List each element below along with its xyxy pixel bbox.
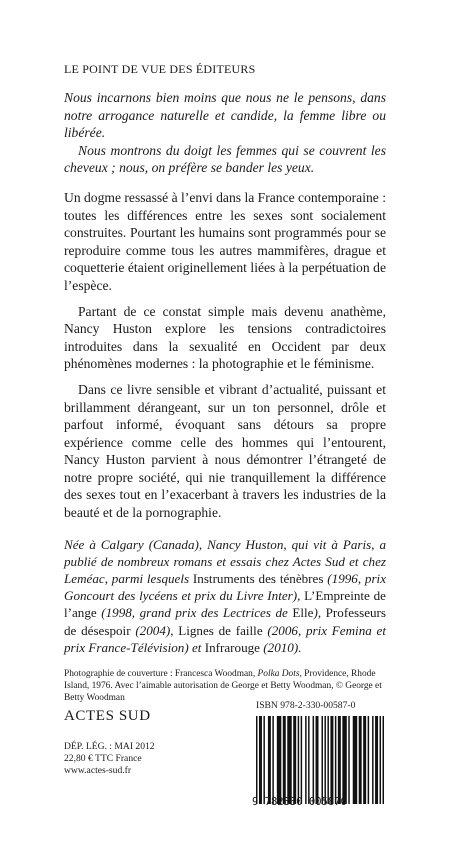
barcode-bar [342,716,346,804]
book-title: Instruments des ténèbres [192,571,324,587]
barcode-bar [375,716,378,804]
barcode-bar [287,716,291,804]
barcode-bar [256,716,257,804]
website: www.actes-sud.fr [64,765,132,777]
back-cover-text [64,62,386,704]
book-title: Professeurs de désespoir [64,605,387,638]
barcode-bar [348,716,349,804]
author-bio [64,536,386,656]
barcode-bar [380,716,381,804]
barcode-bar [293,716,296,804]
barcode-bar [259,716,260,804]
barcode-bar [283,716,286,804]
barcode-bar [324,716,325,804]
quote-paragraph-2: Nous montrons du doigt les femmes qui se couvrent les cheveux ; nous, on préfère se bander les yeux. [64,142,386,176]
publisher-logo: ACTES SUD [64,708,151,724]
barcode-bar [368,716,369,804]
barcode-digits: 9 782330 005870 [252,796,347,808]
barcode-bar [260,716,261,804]
barcode [252,716,388,804]
bio-text: Née à Calgary (Canada), Nancy Huston, qui vit à Paris, a publié de nombreux romans et essais chez Actes Sud et chez Leméac, parmi lesquels [64,536,386,587]
bio-text: (1996, prix Goncourt des lycéens et prix du Livre Inter), [64,571,387,604]
barcode-bar [359,716,362,804]
barcode-bar [308,716,309,804]
credit-text: , Providence, Rhode Island, 1976. Avec l’aimable autorisation de George et Betty Woodman, © George et Betty Woodman [64,669,382,704]
book-title: Lignes de faille [178,622,263,638]
quote-paragraph-1: Nous incarnons bien moins que nous ne le pensons, dans notre arrogance naturelle et candide, la femme libre ou libérée. [64,90,386,141]
legal-deposit: DÉP. LÉG. : MAI 2012 [64,741,155,752]
body-paragraph-3: Dans ce livre sensible et vibrant d’actualité, puissant et brillamment dérangeant, sur un ton personnel, drôle et parfout informé, évoquant sans détours sa propre expérience comme celle des hommes qui l’entourent, Nancy Huston parvient à nous démontrer l’étrangeté de notre propre société, qui nie tranquillement la différence des sexes tout en l’exacerbant à travers les industries de la beauté et de la pornographie. [64,381,386,521]
price: 22,80 € TTC France [64,753,142,765]
barcode-bar [277,716,281,804]
barcode-bar [338,716,341,804]
section-heading: LE POINT DE VUE DES ÉDITEURS [64,62,256,76]
body-paragraph-1: Un dogme ressassé à l’envi dans la France contemporaine : toutes les différences entre les sexes sont socialement construites. Pourtant les humains sont programmés pour se reproduire comme tous les autres mammifères, drague et coquetterie étaient originellement liées à la perpétuation de l’espèce. [64,189,386,293]
isbn-label: ISBN 978-2-330-00587-0 [256,700,356,711]
barcode-bar [298,716,299,804]
barcode-bar [268,716,271,804]
barcode-bar [383,716,384,804]
cover-photo-credits [64,668,386,704]
barcode-bar [272,716,273,804]
magazine-title: Elle [292,605,314,621]
artwork-title: Polka Dots [257,669,300,680]
bio-text: ), [313,605,322,621]
body-paragraph-2: Partant de ce constat simple mais devenu anathème, Nancy Huston explore les tensions contradictoires introduites dans la sexualité en Occident par deux phénomènes modernes : la photographie et le féminisme. [64,303,386,372]
barcode-bar [316,716,319,804]
bio-text: (2004), [135,622,174,638]
bio-text: (1998, grand prix des Lectrices de [101,605,288,621]
barcode-bar [330,716,333,804]
barcode-bar [363,716,366,804]
barcode-bar [263,716,264,804]
barcode-bar [301,716,302,804]
barcode-bar [313,716,314,804]
book-title: Infrarouge [204,639,260,655]
book-title: L’Empreinte de l’ange [64,588,386,621]
barcode-bar [335,716,336,804]
barcode-bar [353,716,357,804]
legal-info [64,741,155,778]
barcode-bar [321,716,322,804]
bio-text: (2006, prix Femina et prix France-Télévision) et [64,622,386,655]
credit-text: Photographie de couverture : Francesca Woodman, [64,669,256,680]
barcode-bar [305,716,306,804]
bio-text: (2010). [263,639,302,655]
barcode-bar [372,716,373,804]
barcode-bar [327,716,328,804]
